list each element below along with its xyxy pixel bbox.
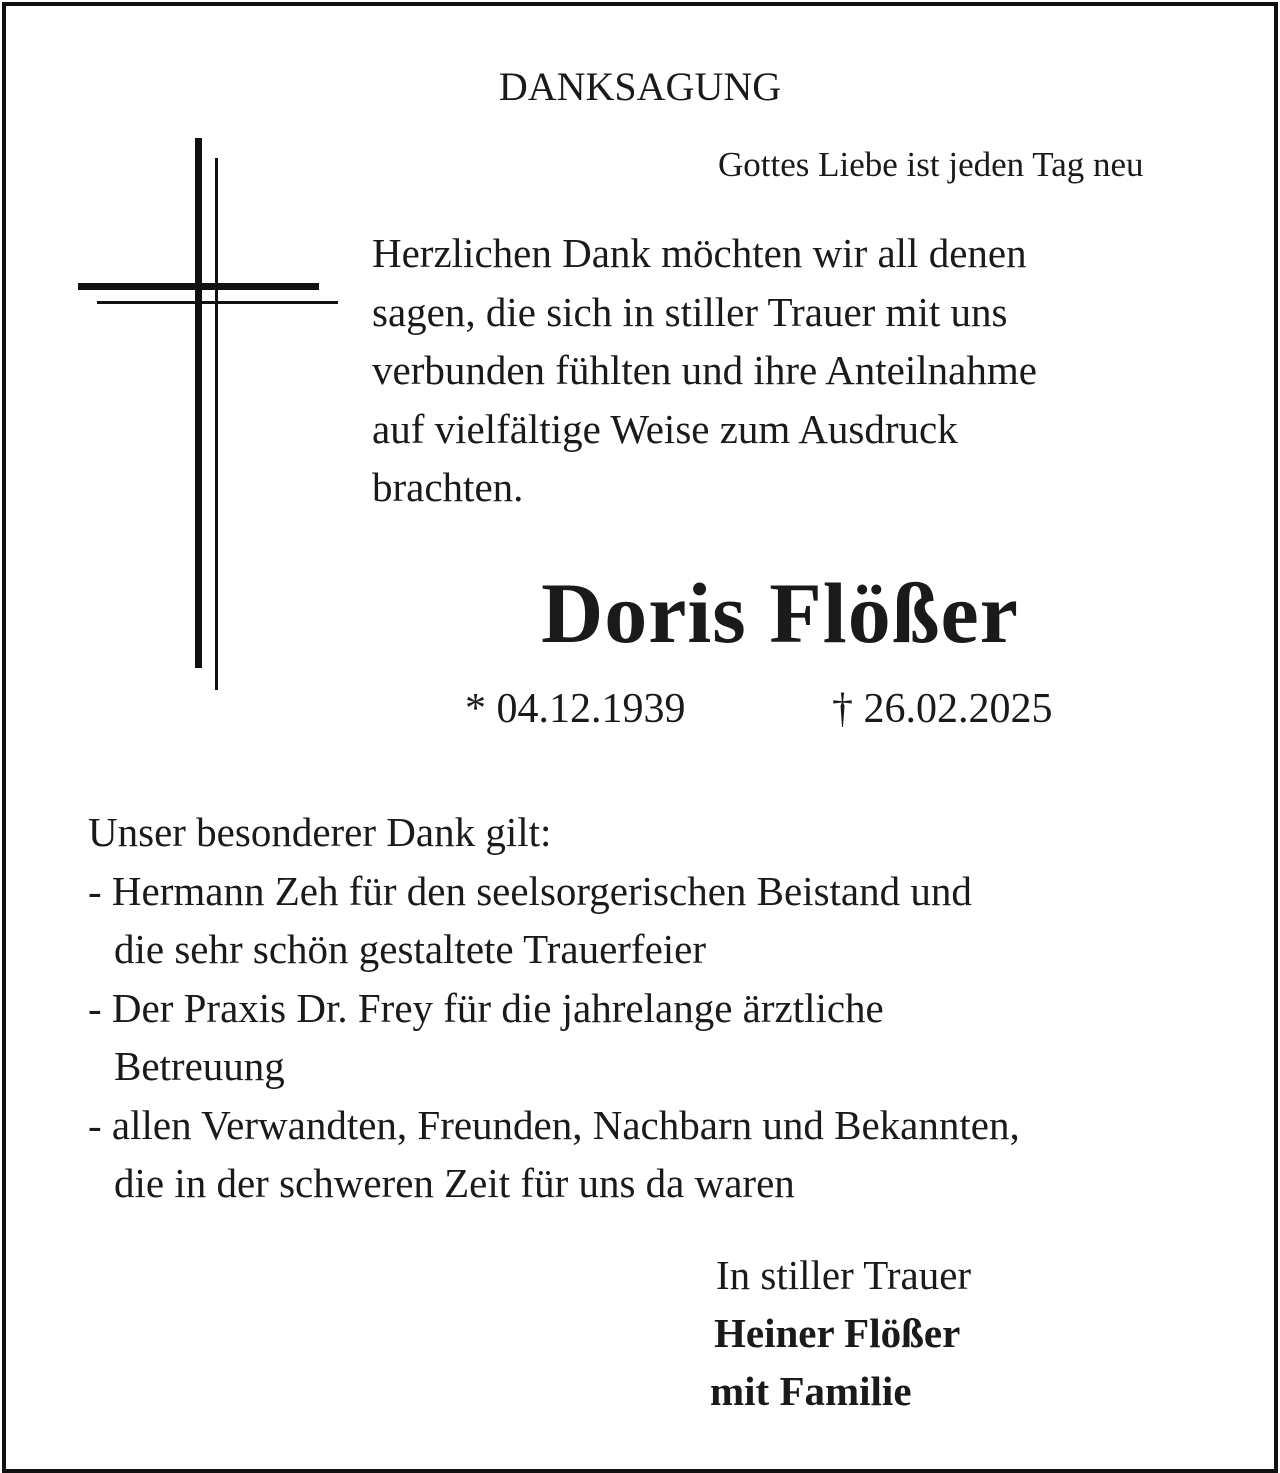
intro-line: auf vielfältige Weise zum Ausdruck	[372, 405, 958, 452]
thanks-item: - Der Praxis Dr. Frey für die jahrelange ärztliche	[88, 984, 884, 1031]
birth-date: * 04.12.1939	[465, 686, 686, 732]
signature-line: In stiller Trauer	[716, 1252, 972, 1298]
intro-text	[372, 224, 1232, 517]
intro-line: brachten.	[372, 464, 524, 510]
thanks-item-continuation: die sehr schön gestaltete Trauerfeier	[114, 926, 707, 972]
signature-name: Heiner Flößer	[714, 1310, 961, 1356]
thanks-item: - allen Verwandten, Freunden, Nachbarn und Bekannten,	[88, 1101, 1020, 1148]
thanks-intro: Unser besonderer Dank gilt:	[88, 809, 552, 855]
motto: Gottes Liebe ist jeden Tag neu	[718, 145, 1144, 184]
intro-line: sagen, die sich in stiller Trauer mit uns	[372, 288, 1008, 335]
thanks-item-continuation: Betreuung	[114, 1043, 285, 1089]
thanks-item: - Hermann Zeh für den seelsorgerischen Beistand und	[88, 867, 972, 914]
thanks-list	[88, 803, 1020, 1213]
heading: DANKSAGUNG	[498, 64, 782, 109]
deceased-name: Doris Flößer	[541, 565, 1019, 661]
intro-line: Herzlichen Dank möchten wir all denen	[372, 230, 1027, 276]
intro-line: verbunden fühlten und ihre Anteilnahme	[372, 347, 1037, 393]
signature-family: mit Familie	[710, 1368, 912, 1414]
thanks-item-continuation: die in der schweren Zeit für uns da waren	[114, 1160, 795, 1206]
death-date: † 26.02.2025	[832, 686, 1053, 732]
